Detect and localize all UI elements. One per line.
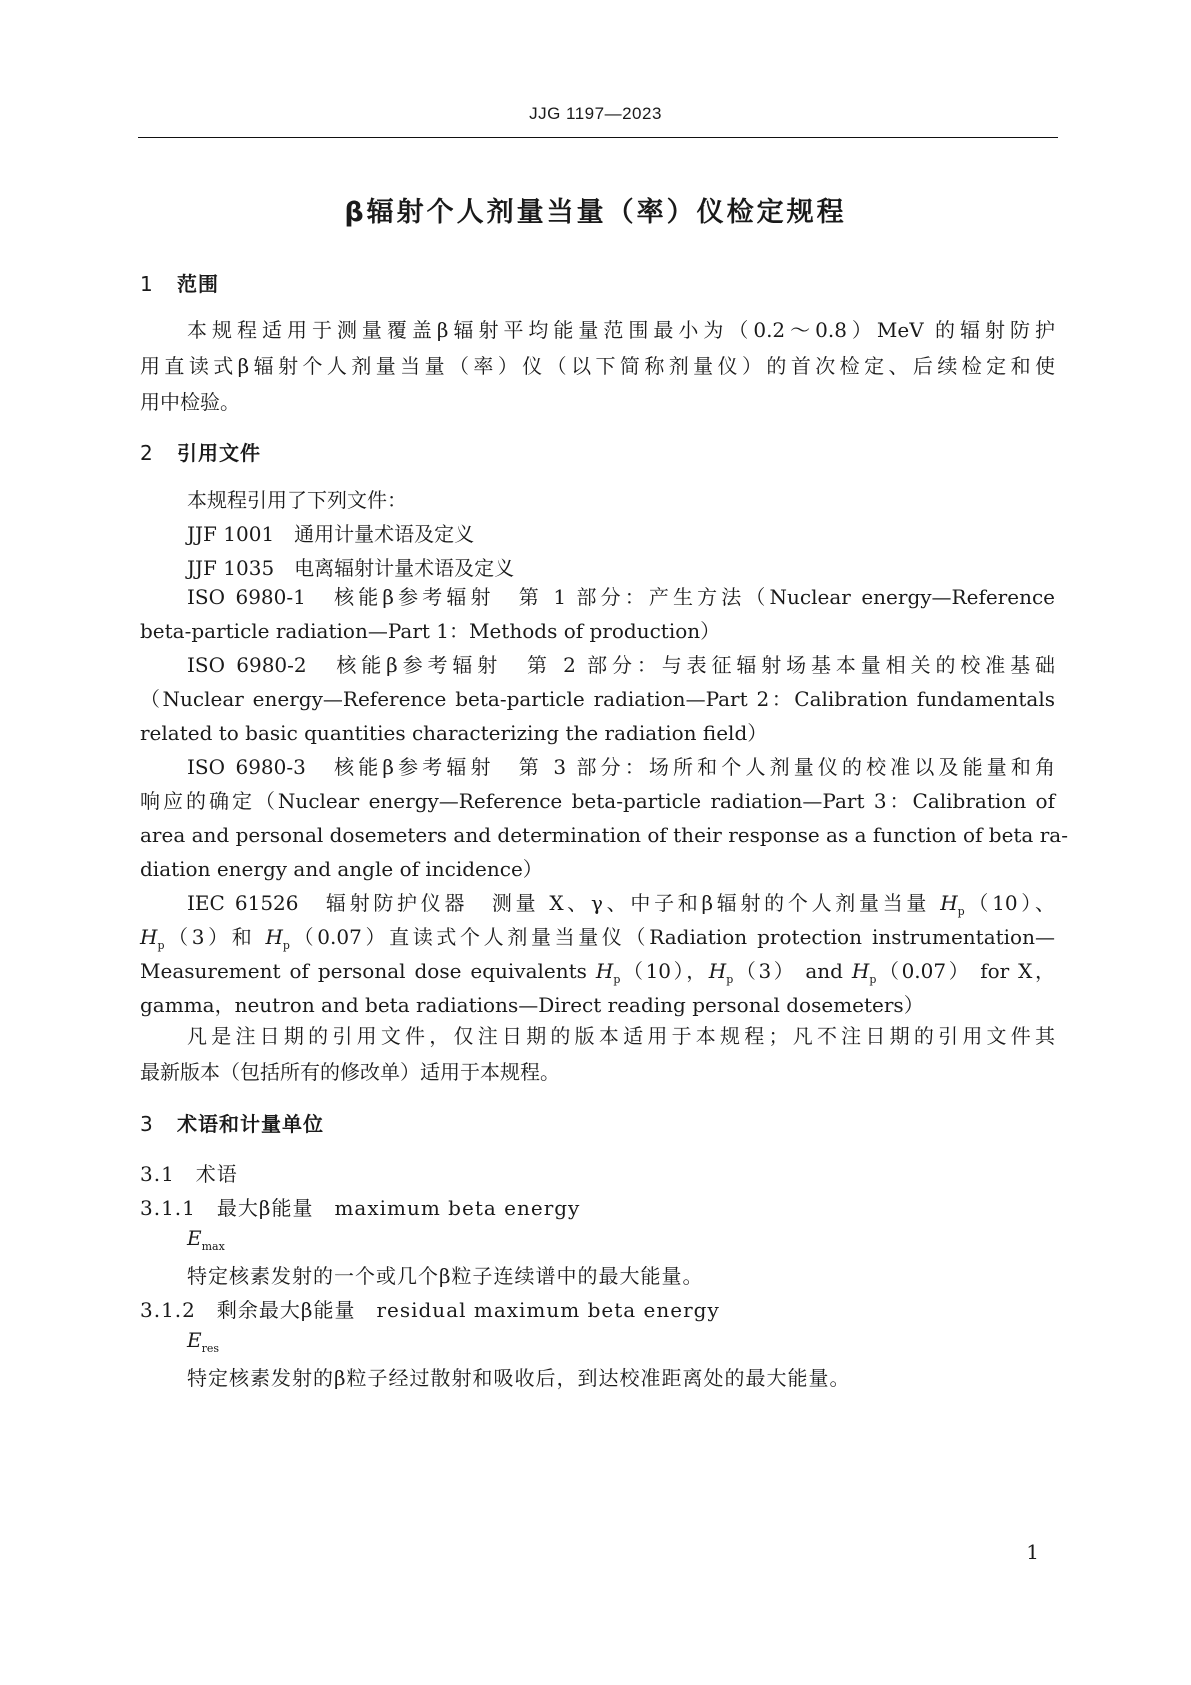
term-3-1-1: 3.1.1 最大β能量 maximum beta energy <box>140 1196 581 1220</box>
section-title: 引用文件 <box>177 441 261 465</box>
term-3-1-2: 3.1.2 剩余最大β能量 residual maximum beta energy <box>140 1298 720 1322</box>
text-line: ISO 6980-3 核能β参考辐射 第 3 部分：场所和个人剂量仪的校准以及能量和角 <box>187 755 1055 779</box>
symbol-e-res: $E_{res}$ <box>187 1328 220 1355</box>
text-line: 凡是注日期的引用文件，仅注日期的版本适用于本规程；凡不注日期的引用文件其 <box>187 1024 1055 1048</box>
references-note <box>140 1018 1055 1090</box>
text-line: $H_p(3)$和 $H_p(0.07)$直读式个人剂量当量仪（Radiation protection instrumentation— <box>140 925 1055 952</box>
text-line: 响应的确定（Nuclear energy—Reference beta-particle radiation—Part 3：Calibration of <box>140 789 1055 813</box>
reference-jjf-1035: JJF 1035 电离辐射计量术语及定义 <box>187 556 515 580</box>
reference-iso-6980-1 <box>140 580 1055 648</box>
text-line: area and personal dosemeters and determination of their response as a function of beta ra- <box>140 823 1068 847</box>
reference-jjf-1001: JJF 1001 通用计量术语及定义 <box>187 522 475 546</box>
section-title: 范围 <box>177 272 219 296</box>
section-title: 术语和计量单位 <box>177 1112 324 1136</box>
standard-code: JJG 1197—2023 <box>529 104 662 123</box>
section-3-heading <box>140 1108 324 1137</box>
reference-iec-61526 <box>140 886 1055 1022</box>
text-line: Measurement of personal dose equivalents $H_p(10)$，$H_p(3)$ and $H_p(0.07)$ for X， <box>140 959 1056 986</box>
symbol-e-max: $E_{max}$ <box>187 1226 225 1253</box>
text-line: 本规程适用于测量覆盖β辐射平均能量范围最小为（0.2～0.8）MeV 的辐射防护 <box>187 318 1055 342</box>
text-line: （Nuclear energy—Reference beta-particle radiation—Part 2：Calibration fundamentals <box>140 687 1055 711</box>
text-line: ISO 6980-2 核能β参考辐射 第 2 部分：与表征辐射场基本量相关的校准基础 <box>187 653 1055 677</box>
text-line: diation energy and angle of incidence） <box>140 857 543 881</box>
scope-paragraph <box>140 312 1055 420</box>
text-line: beta-particle radiation—Part 1：Methods of production） <box>140 619 721 643</box>
reference-iso-6980-3 <box>140 750 1068 886</box>
section-number: 1 <box>140 272 154 296</box>
section-number: 3 <box>140 1112 154 1136</box>
reference-iso-6980-2 <box>140 648 1055 750</box>
text-line: 用中检验。 <box>140 390 240 414</box>
definition-3-1-1: 特定核素发射的一个或几个β粒子连续谱中的最大能量。 <box>187 1264 704 1288</box>
text-line: IEC 61526 辐射防护仪器 测量 X、γ、中子和β辐射的个人剂量当量 $H_p(10)$、 <box>187 891 1055 918</box>
header-divider <box>138 137 1058 138</box>
text-line: 用直读式β辐射个人剂量当量（率）仪（以下简称剂量仪）的首次检定、后续检定和使 <box>140 354 1055 378</box>
page-number: 1 <box>1026 1540 1039 1564</box>
text-line: gamma，neutron and beta radiations—Direct reading personal dosemeters） <box>140 993 924 1017</box>
page-title: β辐射个人剂量当量（率）仪检定规程 <box>344 197 847 228</box>
section-number: 2 <box>140 441 154 465</box>
section-1-heading <box>140 268 219 297</box>
term-3-1: 3.1 术语 <box>140 1162 238 1186</box>
text-line: 最新版本（包括所有的修改单）适用于本规程。 <box>140 1060 560 1084</box>
text-line: ISO 6980-1 核能β参考辐射 第 1 部分：产生方法（Nuclear energy—Reference <box>187 585 1055 609</box>
definition-3-1-2: 特定核素发射的β粒子经过散射和吸收后，到达校准距离处的最大能量。 <box>187 1366 851 1390</box>
text-line: related to basic quantities characterizing the radiation field） <box>140 721 768 745</box>
section-2-heading <box>140 437 261 466</box>
references-intro: 本规程引用了下列文件： <box>187 488 407 512</box>
